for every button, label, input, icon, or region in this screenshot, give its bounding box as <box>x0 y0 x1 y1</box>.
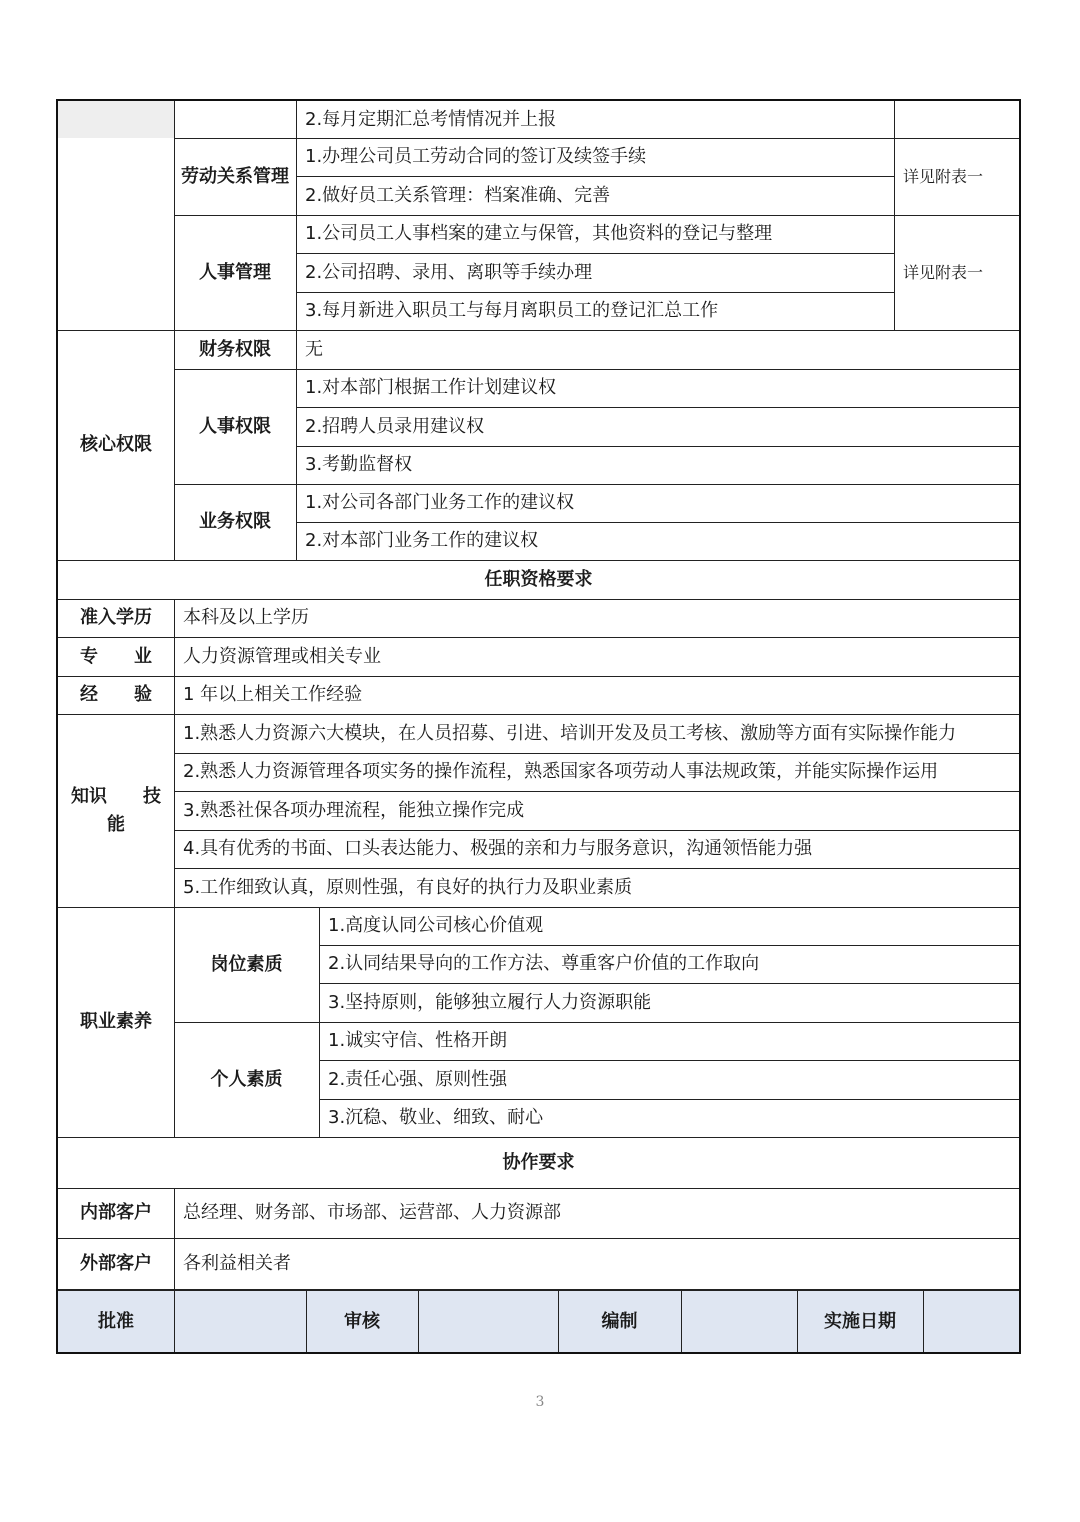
business-authority-label: 业务权限 <box>199 511 271 532</box>
position-quality-label: 岗位素质 <box>210 953 283 975</box>
labor-item-2: 2.做好员工关系管理：档案准确、完善 <box>305 184 611 206</box>
skill-item-3: 3.熟悉社保各项办理流程，能独立操作完成 <box>183 799 525 821</box>
gray-corner <box>58 101 174 138</box>
prepare-label: 编制 <box>601 1310 638 1332</box>
finance-authority-label: 财务权限 <box>199 338 271 360</box>
hr-authority-item-2: 2.招聘人员录用建议权 <box>305 415 485 437</box>
review-label: 审核 <box>344 1310 380 1332</box>
labor-item-1: 1.办理公司员工劳动合同的签订及续签手续 <box>305 146 647 167</box>
skill-item-2: 2.熟悉人力资源管理各项实务的操作流程，熟悉国家各项劳动人事法规政策，并能实际操作运用 <box>183 761 939 782</box>
approve-label: 批准 <box>98 1310 134 1332</box>
labor-relations-label: 劳动关系管理 <box>181 165 289 187</box>
personal-quality-item-3: 3.沉稳、敬业、细致、耐心 <box>328 1107 544 1128</box>
personnel-note: 详见附表一 <box>903 262 984 282</box>
prepare-field[interactable] <box>681 1291 797 1352</box>
attendance-item-2: 2.每月定期汇总考情情况并上报 <box>305 108 557 130</box>
business-authority-item-1: 1.对公司各部门业务工作的建议权 <box>305 492 575 513</box>
labor-note: 详见附表一 <box>903 166 984 186</box>
personal-quality-item-1: 1.诚实守信、性格开朗 <box>328 1030 508 1051</box>
hr-authority-item-1: 1.对本部门根据工作计划建议权 <box>305 377 557 398</box>
personnel-item-1: 1.公司员工人事档案的建立与保管，其他资料的登记与整理 <box>305 223 773 244</box>
core-authority-label: 核心权限 <box>80 434 152 455</box>
education-label: 准入学历 <box>80 607 152 628</box>
personal-quality-item-2: 2.责任心强、原则性强 <box>328 1068 508 1090</box>
personal-quality-label: 个人素质 <box>210 1068 283 1090</box>
page-number: 3 <box>535 1394 545 1410</box>
skill-item-1: 1.熟悉人力资源六大模块，在人员招募、引进、培训开发及员工考核、激励等方面有实际操作能力 <box>183 722 957 744</box>
approve-field[interactable] <box>174 1291 306 1352</box>
external-clients-label: 外部客户 <box>80 1252 152 1274</box>
personnel-item-3: 3.每月新进入职员工与每月离职员工的登记汇总工作 <box>305 300 719 321</box>
collaboration-title: 协作要求 <box>502 1151 575 1173</box>
job-description-table <box>56 99 1021 1354</box>
major-label: 专 业 <box>80 645 152 667</box>
effective-date-label: 实施日期 <box>824 1310 896 1332</box>
internal-clients-label: 内部客户 <box>80 1202 152 1223</box>
major-value: 人力资源管理或相关专业 <box>183 645 381 667</box>
hr-authority-label: 人事权限 <box>199 415 271 437</box>
skill-item-5: 5.工作细致认真，原则性强，有良好的执行力及职业素质 <box>183 876 633 898</box>
personnel-label: 人事管理 <box>199 261 271 283</box>
internal-clients-value: 总经理、财务部、市场部、运营部、人力资源部 <box>183 1202 561 1223</box>
external-clients-value: 各利益相关者 <box>183 1252 291 1274</box>
position-quality-item-2: 2.认同结果导向的工作方法、尊重客户价值的工作取向 <box>328 953 760 974</box>
effective-date-field[interactable] <box>923 1291 1019 1352</box>
finance-authority-value: 无 <box>305 338 323 360</box>
position-quality-item-3: 3.坚持原则，能够独立履行人力资源职能 <box>328 991 652 1013</box>
professionalism-label: 职业素养 <box>80 1011 152 1032</box>
position-quality-item-1: 1.高度认同公司核心价值观 <box>328 915 544 936</box>
experience-label: 经 验 <box>80 684 152 705</box>
skills-label: 知识 技能 <box>71 785 161 835</box>
review-field[interactable] <box>418 1291 558 1352</box>
business-authority-item-2: 2.对本部门业务工作的建议权 <box>305 530 539 551</box>
personnel-item-2: 2.公司招聘、录用、离职等手续办理 <box>305 261 593 283</box>
education-value: 本科及以上学历 <box>183 607 309 628</box>
qualifications-title: 任职资格要求 <box>484 568 593 590</box>
hr-authority-item-3: 3.考勤监督权 <box>305 454 413 475</box>
experience-value: 1 年以上相关工作经验 <box>183 684 363 705</box>
skill-item-4: 4.具有优秀的书面、口头表达能力、极强的亲和力与服务意识，沟通领悟能力强 <box>183 838 813 859</box>
